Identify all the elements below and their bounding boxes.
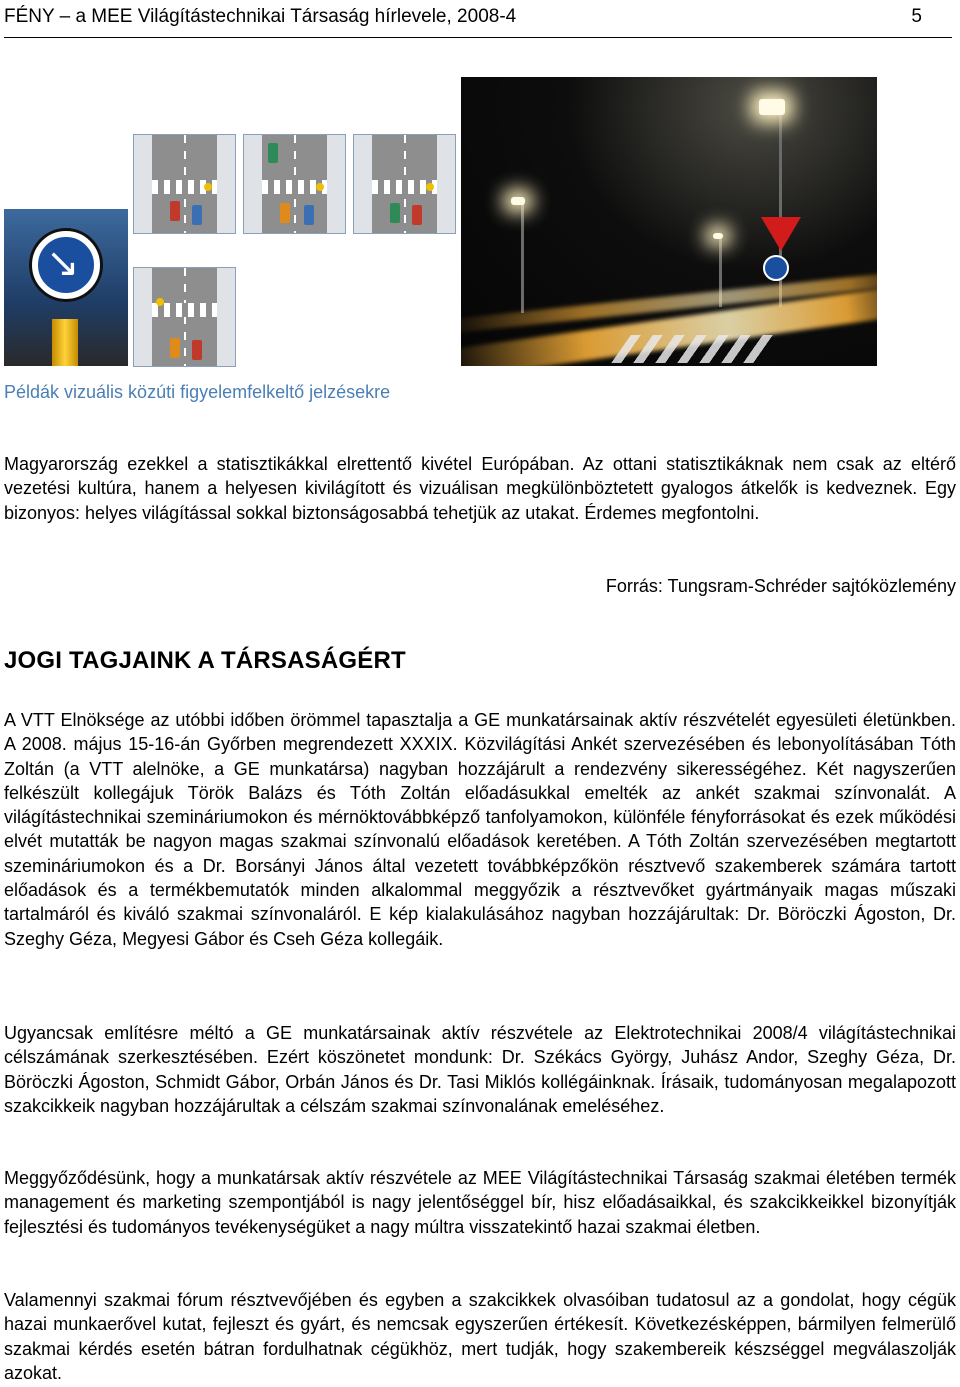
car xyxy=(280,203,290,223)
section-paragraph: A VTT Elnöksége az utóbbi időben örömmel tapasztalja a GE munkatársainak aktív részvételét egyesületi életünkben. A 2008. május 15-16-án Győrben megrendezett XXXIX. Közvilágítási Ankét szervezésében és lebonyolításában Tóth Zoltán (a VTT alelnöke, a GE munkatársa) nagyban hozzájárult a rendezvény sikerességéhez. Két nagyszerűen felkészült kollegájuk Török Balázs és Tóth Zoltán előadásukkal emelték az ankét szakmai színvonalát. A világítástechnikai szemináriumokon és mérnöktovábbképző tanfolyamokon, különféle fényforrásokat és ezek működési elvét mutatták be nagyon magas szakmai színvonalú előadások keretében. A Tóth Zoltán szervezésében megtartott szemináriumokon és a Dr. Borsányi János által vezetett továbbképzőkön résztvevő szakemberek számára tartott előadások és a termékbemutatók minden alkalommal meggyőzik a résztvevőket gyártmányaik magas műszaki tartalmáról és kiváló szakmai színvonaláról. E kép kialakulásához nagyban hozzájárultak: Dr. Böröczki Ágoston, Dr. Szeghy Géza, Megyesi Gábor és Cseh Géza kollegáik. xyxy=(4,710,956,949)
pedestrian-marker xyxy=(426,183,434,191)
section-paragraph: Meggyőződésünk, hogy a munkatársak aktív részvétele az MEE Világítástechnikai Társaság szakmai életében termék management és marketing szempontjából is nagy jelentőséggel bír, hisz előadásaikkal, és szakcikkeikkel bizonyítják fejlesztési és tudományos tevékenységüket a nagy múltra visszatekintő hazai szakmai életben. xyxy=(4,1168,956,1237)
street-lamp xyxy=(511,197,525,205)
page-number: 5 xyxy=(911,6,922,27)
illuminated-bollard xyxy=(52,319,78,366)
section-heading: JOGI TAGJAINK A TÁRSASÁGÉRT xyxy=(4,647,406,674)
street-lamp xyxy=(713,233,723,239)
section-paragraph: Valamennyi szakmai fórum résztvevőjében és egyben a szakcikkek olvasóiban tudatosul az a gondolat, hogy cégük hazai munkaerővel kutat, fejleszt és gyárt, és nemcsak egyszerűen értékesít. Következésképpen, bármilyen felmerülő szakmai kérdés esetén bátran fordulhatnak cégükhöz, mert tudják, hogy szakembereik készséggel megválaszolják azokat. xyxy=(4,1290,956,1383)
source-line: Forrás: Tungsram-Schréder sajtóközlemény xyxy=(605,576,956,596)
crossing-diagram-4 xyxy=(133,267,236,367)
car xyxy=(170,338,180,358)
car xyxy=(192,340,202,360)
night-crossing-photo xyxy=(461,77,877,366)
car xyxy=(192,205,202,225)
pedestrian-marker xyxy=(156,298,164,306)
pedestrian-marker xyxy=(316,183,324,191)
lane-marking xyxy=(184,268,186,366)
zebra-crossing xyxy=(611,335,781,363)
street-lamp xyxy=(759,99,785,115)
body-paragraph: Magyarország ezekkel a statisztikákkal elrettentő kivétel Európában. Az ottani statisztikáknak nem csak az eltérő vezetési kultúra, hanem a helyesen kivilágított és vizuálisan megkülönböztetett gyalogos átkelők is kedveznek. Egy bizonyos: helyes világítással sokkal biztonságosabbá tehetjük az utakat. Érdemes megfontolni. xyxy=(4,454,956,523)
lamp-pole xyxy=(521,203,524,313)
crossing-diagram-2 xyxy=(243,134,346,234)
direction-sign xyxy=(763,255,789,281)
section-paragraph: Ugyancsak említésre méltó a GE munkatársainak aktív részvétele az Elektrotechnikai 2008/4 világítástechnikai célszámának szerkesztésében. Ezért köszönetet mondunk: Dr. Székács György, Juhász Andor, Szeghy Géza, Dr. Böröczki Ágoston, Schmidt Gábor, Orbán János és Dr. Tasi Miklós kollégáinknak. Írásaik, tudományosan megalapozott szakcikkeik nagyban hozzájárultak a célszám szakmai színvonalának emeléséhez. xyxy=(4,1023,956,1116)
car xyxy=(412,205,422,225)
car xyxy=(390,203,400,223)
arrow-down-right-icon: ↘ xyxy=(46,241,80,285)
car xyxy=(170,201,180,221)
car xyxy=(268,143,278,163)
newsletter-title: FÉNY – a MEE Világítástechnikai Társaság hírlevele, 2008-4 xyxy=(4,6,517,27)
crossing-diagram-3 xyxy=(353,134,456,234)
crossing-diagram-1 xyxy=(133,134,236,234)
yield-sign xyxy=(761,217,801,251)
page-header xyxy=(4,4,952,38)
car xyxy=(304,205,314,225)
figure-caption: Példák vizuális közúti figyelemfelkeltő jelzésekre xyxy=(4,382,391,402)
traffic-sign-photo xyxy=(4,209,128,366)
pedestrian-marker xyxy=(204,183,212,191)
